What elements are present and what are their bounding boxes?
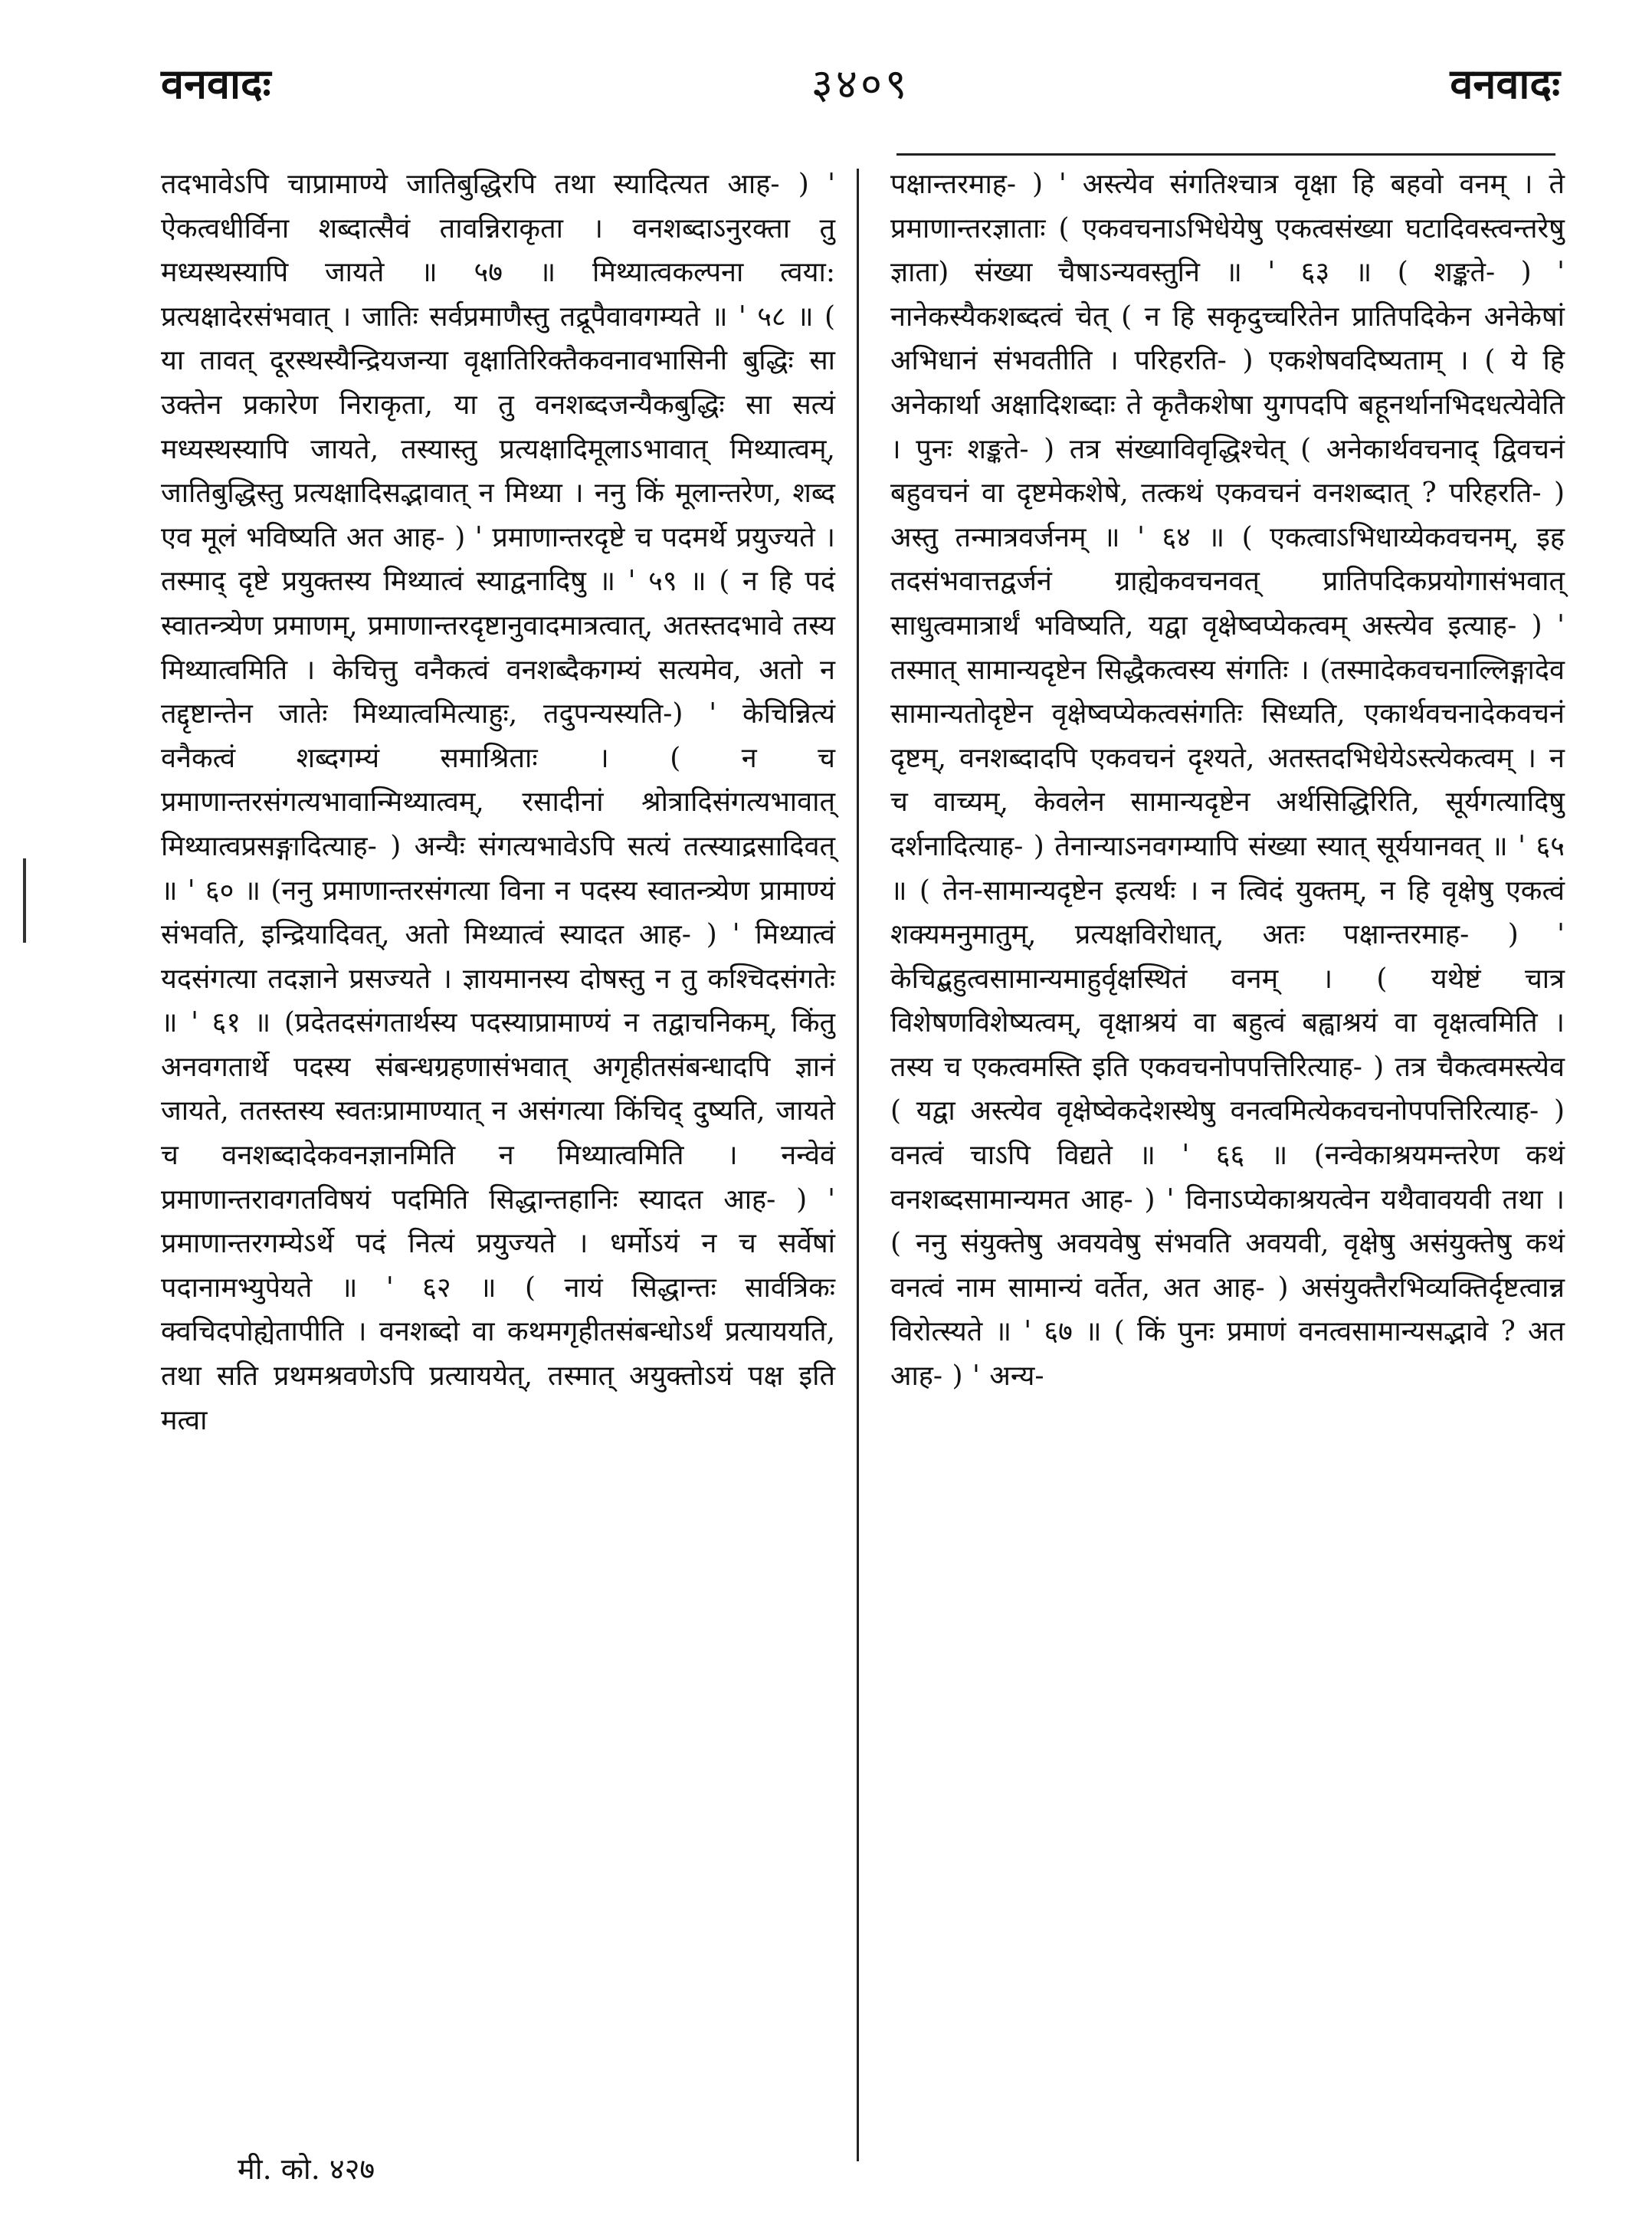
right-column xyxy=(890,162,1565,1399)
margin-mark xyxy=(23,858,26,943)
column-divider xyxy=(857,169,859,2161)
left-column xyxy=(161,162,835,1442)
page-number: ३४०९ xyxy=(811,60,910,108)
right-column-text: पक्षान्तरमाह- ) ' अस्त्येव संगतिश्चात्र वृक्षा हि बहवो वनम् । ते प्रमाणान्तरज्ञाताः ( एकवचनाऽभिधेयेषु एकत्वसंख्या घटादिवस्त्वन्तरेषु ज्ञाता) संख्या चैषाऽन्यवस्तुनि ॥ ' ६३ ॥ ( शङ्कते- ) ' नानेकस्यैकशब्दत्वं चेत् ( न हि सकृदुच्चरितेन प्रातिपदिकेन अनेकेषां अभिधानं संभवतीति । परिहरति- ) एकशेषवदिष्यताम् । ( ये हि अनेकार्था अक्षादिशब्दाः ते कृतैकशेषा युगपदपि बहूनर्थानभिदधत्येवेति । पुनः शङ्कते- ) तत्र संख्याविवृद्धिश्चेत् ( अनेकार्थवचनाद् द्विवचनं बहुवचनं वा दृष्टमेकशेषे, तत्कथं एकवचनं वनशब्दात् ? परिहरति- ) अस्तु तन्मात्रवर्जनम् ॥ ' ६४ ॥ ( एकत्वाऽभिधाय्येकवचनम्, इह तदसंभवात्तद्वर्जनं ग्राह्येकवचनवत् प्रातिपदिकप्रयोगासंभवात् साधुत्वमात्रार्थं भविष्यति, यद्वा वृक्षेष्वप्येकत्वम् अस्त्येव इत्याह- ) ' तस्मात् सामान्यदृष्टेन सिद्धैकत्वस्य संगतिः । (तस्मादेकवचनाल्लिङ्गादेव सामान्यतोदृष्टेन वृक्षेष्वप्येकत्वसंगतिः सिध्यति, एकार्थवचनादेकवचनं दृष्टम्, वनशब्दादपि एकवचनं दृश्यते, अतस्तदभिधेयेऽस्त्येकत्वम् । न च वाच्यम्, केवलेन सामान्यदृष्टेन अर्थसिद्धिरिति, सूर्यगत्यादिषु दर्शनादित्याह- ) तेनान्याऽनवगम्यापि संख्या स्यात् सूर्ययानवत् ॥ ' ६५ ॥ ( तेन-सामान्यदृष्टेन इत्यर्थः । न त्विदं युक्तम्, न हि वृक्षेषु एकत्वं शक्यमनुमातुम्, प्रत्यक्षविरोधात्, अतः पक्षान्तरमाह- ) ' केचिद्बहुत्वसामान्यमाहुर्वृक्षस्थितं वनम् । ( यथेष्टं चात्र विशेषणविशेष्यत्वम्, वृक्षाश्रयं वा बहुत्वं बह्वाश्रयं वा वृक्षत्वमिति । तस्य च एकत्वमस्ति इति एकवचनोपपत्तिरित्याह- ) तत्र चैकत्वमस्त्येव ( यद्वा अस्त्येव वृक्षेष्वेकदेशस्थेषु वनत्वमित्येकवचनोपपत्तिरित्याह- ) वनत्वं चाऽपि विद्यते ॥ ' ६६ ॥ (नन्वेकाश्रयमन्तरेण कथं वनशब्दसामान्यमत आह- ) ' विनाऽप्येकाश्रयत्वेन यथैवावयवी तथा । ( ननु संयुक्तेषु अवयवेषु संभवति अवयवी, वृक्षेषु असंयुक्तेषु कथं वनत्वं नाम सामान्यं वर्तेत, अत आह- ) असंयुक्तैरभिव्यक्तिर्दृष्टत्वान्न विरोत्स्यते ॥ ' ६७ ॥ ( किं पुनः प्रमाणं वनत्वसामान्यसद्भावे ? अत आह- ) ' अन्य- xyxy=(890,169,1565,1393)
footer-signature: मी. को. ४२७ xyxy=(238,2152,375,2186)
header-left-title: वनवादः xyxy=(161,60,271,108)
left-column-text: तदभावेऽपि चाप्रामाण्ये जातिबुद्धिरपि तथा स्यादित्यत आह- ) ' ऐकत्वधीर्विना शब्दात्सैवं तावन्निराकृता । वनशब्दाऽनुरक्ता तु मध्यस्थस्यापि जायते ॥ ५७ ॥ मिथ्यात्वकल्पना त्वया: प्रत्यक्षादेरसंभवात् । जातिः सर्वप्रमाणैस्तु तद्रूपैवावगम्यते ॥ ' ५८ ॥ ( या तावत् दूरस्थस्यैन्द्रियजन्या वृक्षातिरिक्तैकवनावभासिनी बुद्धिः सा उक्तेन प्रकारेण निराकृता, या तु वनशब्दजन्यैकबुद्धिः सा सत्यं मध्यस्थस्यापि जायते, तस्यास्तु प्रत्यक्षादिमूलाऽभावात् मिथ्यात्वम्, जातिबुद्धिस्तु प्रत्यक्षादिसद्भावात् न मिथ्या । ननु किं मूलान्तरेण, शब्द एव मूलं भविष्यति अत आह- ) ' प्रमाणान्तरदृष्टे च पदमर्थे प्रयुज्यते । तस्माद् दृष्टे प्रयुक्तस्य मिथ्यात्वं स्याद्वनादिषु ॥ ' ५९ ॥ ( न हि पदं स्वातन्त्र्येण प्रमाणम्, प्रमाणान्तरदृष्टानुवादमात्रत्वात्, अतस्तदभावे तस्य मिथ्यात्वमिति । केचित्तु वनैकत्वं वनशब्दैकगम्यं सत्यमेव, अतो न तद्दृष्टान्तेन जातेः मिथ्यात्वमित्याहुः, तदुपन्यस्यति-) ' केचिन्नित्यं वनैकत्वं शब्दगम्यं समाश्रिताः । ( न च प्रमाणान्तरसंगत्यभावान्मिथ्यात्वम्, रसादीनां श्रोत्रादिसंगत्यभावात् मिथ्यात्वप्रसङ्गादित्याह- ) अन्यैः संगत्यभावेऽपि सत्यं तत्स्याद्रसादिवत् ॥ ' ६० ॥ (ननु प्रमाणान्तरसंगत्या विना न पदस्य स्वातन्त्र्येण प्रामाण्यं संभवति, इन्द्रियादिवत्, अतो मिथ्यात्वं स्यादत आह- ) ' मिथ्यात्वं यदसंगत्या तदज्ञाने प्रसज्यते । ज्ञायमानस्य दोषस्तु न तु कश्चिदसंगतेः ॥ ' ६१ ॥ (प्रदेतदसंगतार्थस्य पदस्याप्रामाण्यं न तद्वाचनिकम्, किंतु अनवगतार्थे पदस्य संबन्धग्रहणासंभवात् अगृहीतसंबन्धादपि ज्ञानं जायते, ततस्तस्य स्वतःप्रामाण्यात् न असंगत्या किंचिद् दुष्यति, जायते च वनशब्दादेकवनज्ञानमिति न मिथ्यात्वमिति । नन्वेवं प्रमाणान्तरावगतविषयं पदमिति सिद्धान्तहानिः स्यादत आह- ) ' प्रमाणान्तरगम्येऽर्थे पदं नित्यं प्रयुज्यते । धर्मोऽयं न च सर्वेषां पदानामभ्युपेयते ॥ ' ६२ ॥ ( नायं सिद्धान्तः सार्वत्रिकः क्वचिदपोह्येतापीति । वनशब्दो वा कथमगृहीतसंबन्धोऽर्थं प्रत्याययति, तथा सति प्रथमश्रवणेऽपि प्रत्याययेत्, तस्मात् अयुक्तोऽयं पक्ष इति मत्वा xyxy=(161,169,835,1436)
running-header xyxy=(161,54,1560,115)
header-rule xyxy=(896,153,1555,156)
header-right-title: वनवादः xyxy=(1450,60,1560,108)
